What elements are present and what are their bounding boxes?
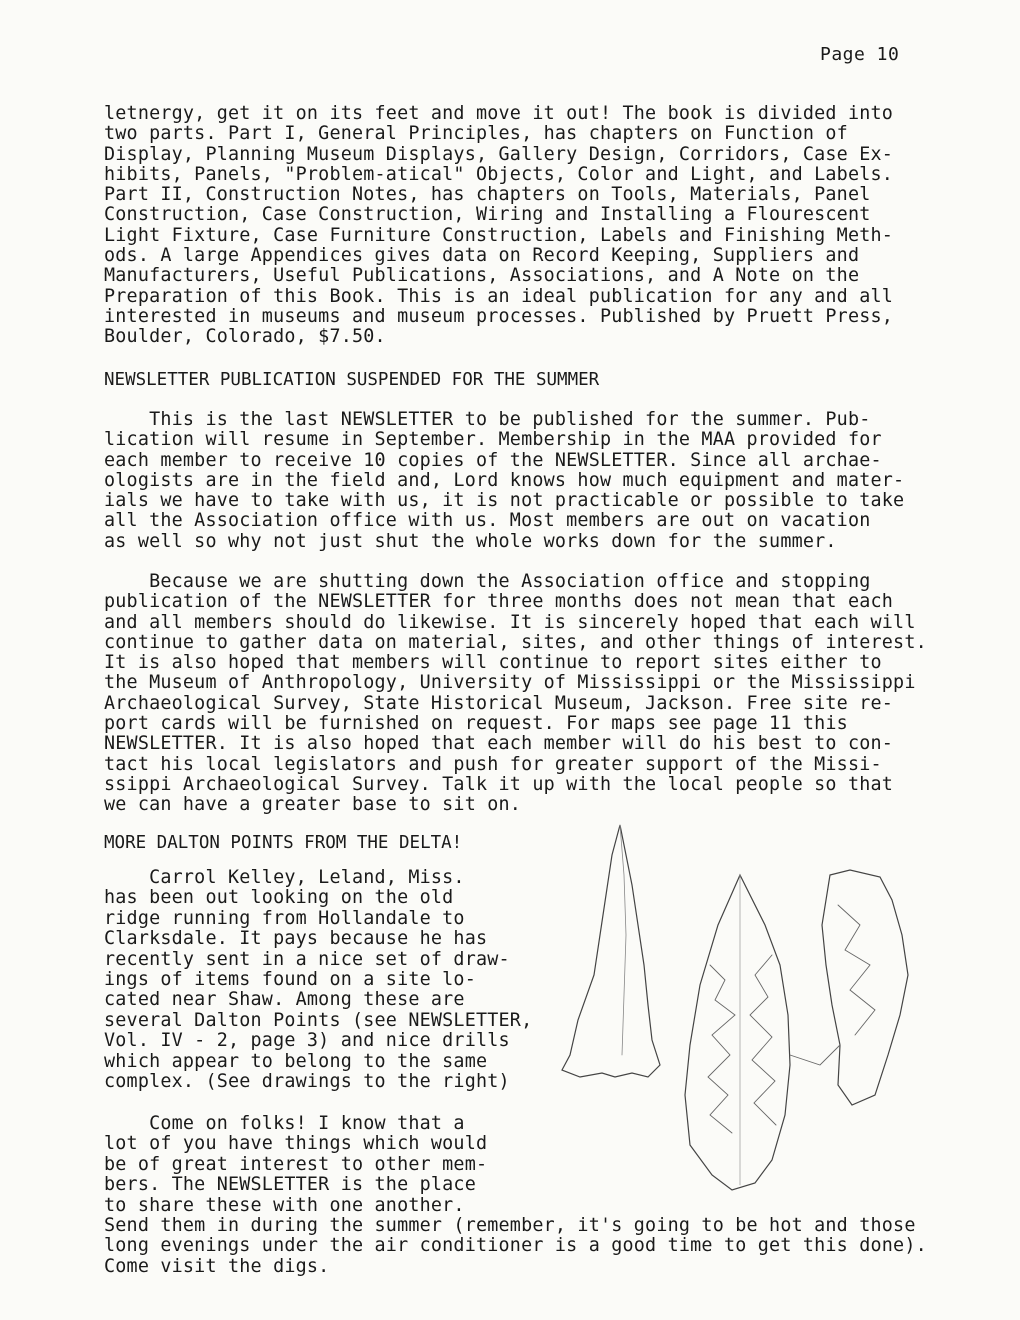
text-line: long evenings under the air conditioner is a good time to get this done). [104,1235,927,1257]
text-line: ings of items found on a site lo- [104,969,476,991]
text-line: NEWSLETTER. It is also hoped that each member will do his best to con- [104,733,894,755]
text-line: lication will resume in September. Membership in the MAA provided for [104,429,882,451]
text-line: all the Association office with us. Most members are out on vacation [104,510,871,532]
text-line: two parts. Part I, General Principles, has chapters on Function of [104,123,848,145]
text-line: Part II, Construction Notes, has chapters on Tools, Materials, Panel [104,184,871,206]
text-line: Carrol Kelley, Leland, Miss. [104,867,465,888]
text-line: Manufacturers, Useful Publications, Associations, and A Note on the [104,265,860,287]
text-line: Clarksdale. It pays because he has [104,928,488,950]
text-line: Archaeological Survey, State Historical Museum, Jackson. Free site re- [104,692,894,714]
text-line: which appear to belong to the same [104,1050,488,1072]
text-line: tact his local legislators and push for greater support of the Missi- [104,753,882,775]
text-line: ridge running from Hollandale to [104,907,465,929]
text-line: Send them in during the summer (remember, it's going to be hot and those [104,1215,916,1237]
text-line: Come visit the digs. [104,1255,330,1277]
text-line: complex. (See drawings to the right) [104,1071,510,1093]
text-line: bers. The NEWSLETTER is the place [104,1174,476,1196]
text-line: Boulder, Colorado, $7.50. [104,326,386,348]
text-line: letnergy, get it on its feet and move it out! The book is divided into [104,103,894,124]
newsletter-suspended-paragraph [104,410,904,552]
text-line: to share these with one another. [104,1194,465,1216]
text-line: Light Fixture, Case Furniture Construction, Labels and Finishing Meth- [104,224,894,246]
section-heading-newsletter-suspended: NEWSLETTER PUBLICATION SUSPENDED FOR THE SUMMER [104,370,600,390]
text-line: Display, Planning Museum Displays, Gallery Design, Corridors, Case Ex- [104,143,894,165]
text-line: This is the last NEWSLETTER to be published for the summer. Pub- [104,409,871,430]
text-line: we can have a greater base to sit on. [104,794,522,816]
text-line: publication of the NEWSLETTER for three months does not mean that each [104,591,894,613]
text-line: cated near Shaw. Among these are [104,989,465,1011]
members-continue-paragraph [104,572,927,816]
text-line: recently sent in a nice set of draw- [104,948,510,970]
text-line: and all members should do likewise. It is sincerely hoped that each will [104,611,916,633]
text-line: as well so why not just shut the whole works down for the summer. [104,530,837,552]
text-line: hibits, Panels, "Problem-atical" Objects, Color and Light, and Labels. [104,163,894,185]
text-line: ods. A large Appendices gives data on Record Keeping, Suppliers and [104,245,860,267]
text-line: each member to receive 10 copies of the NEWSLETTER. Since all archae- [104,449,882,471]
text-line: Because we are shutting down the Association office and stopping [104,571,871,592]
text-line: Vol. IV - 2, page 3) and nice drills [104,1030,510,1052]
page-number: Page 10 [820,44,900,65]
text-line: ssippi Archaeological Survey. Talk it up with the local people so that [104,773,894,795]
text-line: continue to gather data on material, sites, and other things of interest. [104,631,927,653]
text-line: ials we have to take with us, it is not practicable or possible to take [104,490,905,512]
text-line: be of great interest to other mem- [104,1153,488,1175]
text-line: It is also hoped that members will continue to report sites either to [104,652,882,674]
text-line: Construction, Case Construction, Wiring and Installing a Flourescent [104,204,871,226]
text-line: ologists are in the field and, Lord knows how much equipment and mater- [104,469,905,491]
projectile-point-drawing-left [562,825,660,1077]
dalton-point-drawings [540,815,980,1205]
text-line: interested in museums and museum processes. Published by Pruett Press, [104,305,894,327]
text-line: Come on folks! I know that a [104,1113,465,1134]
text-line: port cards will be furnished on request. For maps see page 11 this [104,713,848,735]
text-line: Preparation of this Book. This is an ideal publication for any and all [104,285,894,307]
text-line: the Museum of Anthropology, University of Mississippi or the Mississippi [104,672,916,694]
dalton-points-paragraph [104,868,532,1092]
projectile-point-drawing-center [685,875,790,1190]
projectile-point-drawing-right [790,870,908,1105]
text-line: has been out looking on the old [104,887,454,909]
section-heading-dalton-points: MORE DALTON POINTS FROM THE DELTA! [104,833,463,853]
book-review-paragraph [104,104,893,348]
text-line: several Dalton Points (see NEWSLETTER, [104,1009,533,1031]
text-line: lot of you have things which would [104,1133,488,1155]
